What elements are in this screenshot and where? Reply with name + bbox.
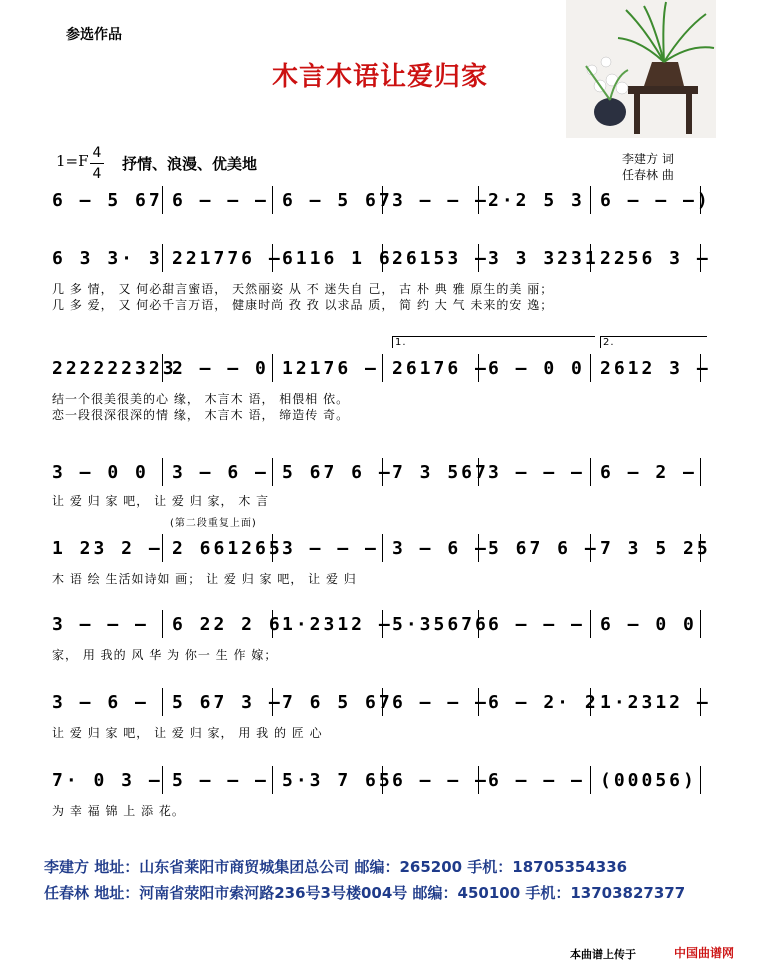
- bar-line: [162, 610, 163, 638]
- bar-line: [590, 354, 591, 382]
- measure: 6 – 2· 2: [488, 692, 599, 713]
- lyric-line: 让 爱 归 家 吧， 让 爱 归 家， 木 言: [52, 494, 270, 508]
- composer-credit: 任春林 曲: [622, 168, 674, 182]
- source-logo: 中国曲谱网: [674, 946, 735, 960]
- measure: 6 – – –: [392, 770, 489, 791]
- lyricist-credit: 李建方 词: [622, 152, 674, 166]
- measure: 3 – 6 –: [52, 692, 149, 713]
- measure: 3 – – –: [282, 538, 379, 559]
- measure: 26176 –: [392, 358, 489, 379]
- measure: 5 67 3 –: [172, 692, 283, 713]
- song-title: 木言木语让爱归家: [271, 62, 488, 92]
- bar-line: [272, 766, 273, 794]
- tempo-marking: 抒情、浪漫、优美地: [122, 155, 258, 173]
- measure: 3 – – –: [52, 614, 149, 635]
- volta-first: 1.: [392, 336, 595, 348]
- lyric-line: 让 爱 归 家 吧， 让 爱 归 家， 用 我 的 匠 心: [52, 726, 323, 740]
- measure: 3 – 6 –: [392, 538, 489, 559]
- lyric-line: 家， 用 我的 风 华 为 你一 生 作 嫁；: [52, 648, 278, 662]
- key-signature: 1=F: [56, 152, 89, 170]
- measure: 3 – – –: [488, 462, 585, 483]
- measure: 7 3 567: [392, 462, 489, 483]
- measure: 3 3 3231: [488, 248, 599, 269]
- bar-line: [700, 458, 701, 486]
- bar-line: [162, 688, 163, 716]
- bar-line: [272, 186, 273, 214]
- measure: 2 661265: [172, 538, 283, 559]
- measure: 6 – – –: [172, 190, 269, 211]
- measure: 6 – – –: [392, 692, 489, 713]
- measure: 7 6 5 67: [282, 692, 393, 713]
- measure: 6116 1 6: [282, 248, 393, 269]
- bar-line: [162, 458, 163, 486]
- measure: 6 3 3· 3: [52, 248, 163, 269]
- repeat-note: (第二段重复上面): [170, 518, 257, 529]
- bar-line: [700, 610, 701, 638]
- bar-line: [590, 458, 591, 486]
- measure: 3 – 6 –: [172, 462, 269, 483]
- measure: 7 3 5 25: [600, 538, 711, 559]
- bar-line: [700, 766, 701, 794]
- measure: 1·2312 –: [282, 614, 393, 635]
- entry-tag: 参选作品: [66, 27, 122, 43]
- measure: 2256 3 –: [600, 248, 711, 269]
- measure: 5·3 7 65: [282, 770, 393, 791]
- measure: 5 67 6 –: [488, 538, 599, 559]
- measure: 6 – 2 –: [600, 462, 697, 483]
- measure: 6 – 0 0: [488, 358, 585, 379]
- bar-line: [382, 534, 383, 562]
- contact-composer: 任春林 地址：河南省荥阳市索河路236号3号楼004号 邮编：450100 手机：13703827377: [44, 884, 686, 902]
- measure: 222222323: [52, 358, 177, 379]
- source-label: 本曲谱上传于: [570, 948, 636, 961]
- measure: 2612 3 –: [600, 358, 711, 379]
- measure: 2 – – 0: [172, 358, 269, 379]
- bar-line: [590, 766, 591, 794]
- lyric-line: 木 语 绘 生活如诗如 画； 让 爱 归 家 吧， 让 爱 归: [52, 572, 357, 586]
- volta-second: 2.: [600, 336, 707, 348]
- potted-plant-illustration: [566, 0, 716, 138]
- lyric-line: 几 多 爱， 又 何必千言万语， 健康时尚 孜 孜 以求品 质， 简 约 大 气 未来的安 逸；: [52, 298, 554, 312]
- time-sig-bottom: 4: [92, 166, 102, 182]
- time-signature: [90, 144, 104, 183]
- measure: 221776 –: [172, 248, 283, 269]
- lyric-line: 结一个很美很美的心 缘， 木言木 语， 相偎相 依。: [52, 392, 350, 406]
- measure: 6 – 0 0: [600, 614, 697, 635]
- measure: 5·35676: [392, 614, 489, 635]
- measure: 5 – – –: [172, 770, 269, 791]
- measure: 3 – – –: [392, 190, 489, 211]
- bar-line: [590, 186, 591, 214]
- measure: 2·2 5 3: [488, 190, 585, 211]
- lyric-line: 恋一段很深很深的情 缘， 木言木 语， 缔造传 奇。: [52, 408, 350, 422]
- bar-line: [272, 458, 273, 486]
- lyric-line: 为 幸 福 锦 上 添 花。: [52, 804, 185, 818]
- measure: 1 23 2 –: [52, 538, 163, 559]
- measure: 6 22 2 6: [172, 614, 283, 635]
- measure: 6 – – –): [600, 190, 711, 211]
- measure: 5 67 6 –: [282, 462, 393, 483]
- contact-lyricist: 李建方 地址：山东省莱阳市商贸城集团总公司 邮编：265200 手机：18705354336: [44, 858, 628, 876]
- measure: 3 – 0 0: [52, 462, 149, 483]
- measure: 26153 –: [392, 248, 489, 269]
- measure: (00056): [600, 770, 697, 791]
- measure: 6 – – –: [488, 614, 585, 635]
- measure: 1·2312 –: [600, 692, 711, 713]
- measure: 6 – 5 67: [282, 190, 393, 211]
- bar-line: [272, 354, 273, 382]
- measure: 7· 0 3 –: [52, 770, 163, 791]
- measure: 6 – – –: [488, 770, 585, 791]
- bar-line: [590, 610, 591, 638]
- measure: 6 – 5 67: [52, 190, 163, 211]
- measure: 12176 –: [282, 358, 379, 379]
- lyric-line: 几 多 情， 又 何必甜言蜜语， 天然丽姿 从 不 迷失自 己， 古 朴 典 雅 原生的美 丽；: [52, 282, 554, 296]
- time-sig-top: 4: [92, 145, 102, 161]
- bar-line: [382, 354, 383, 382]
